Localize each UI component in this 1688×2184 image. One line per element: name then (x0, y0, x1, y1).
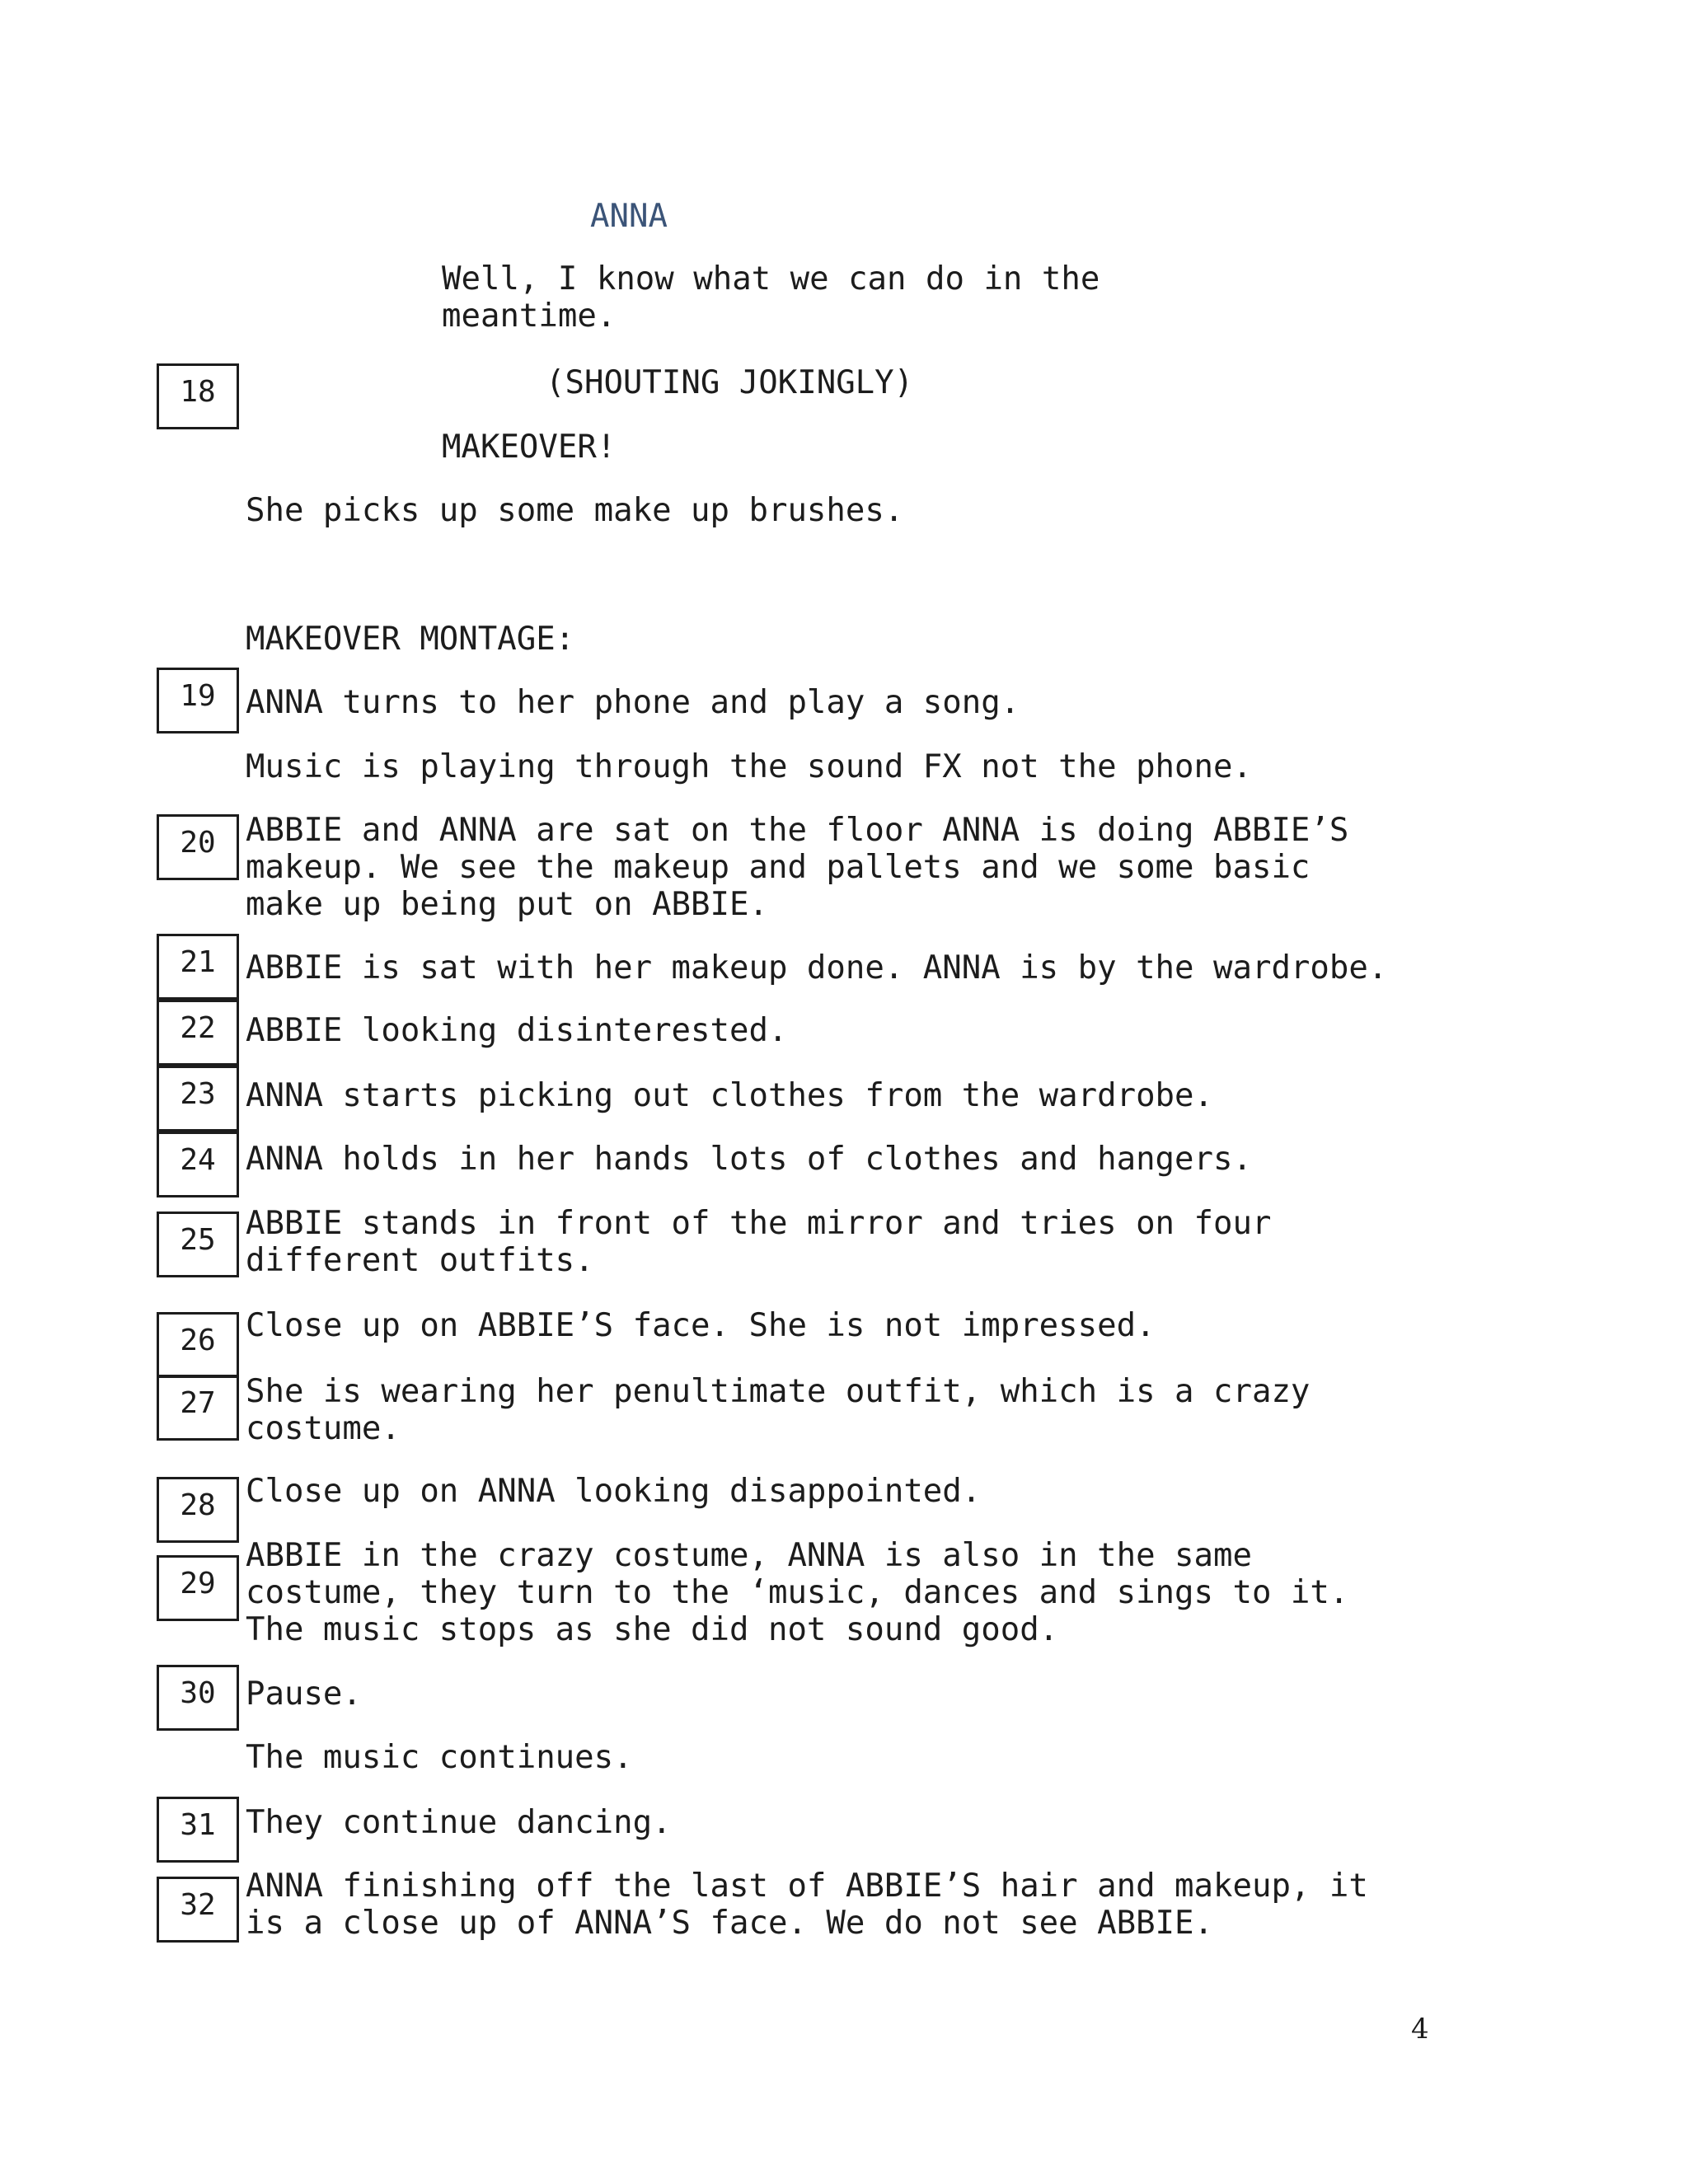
action-line: ANNA starts picking out clothes from the wardrobe. (246, 1077, 1213, 1114)
parenthetical: (SHOUTING JOKINGLY) (546, 364, 914, 401)
shot-number-box: 29 (157, 1555, 239, 1621)
shot-number-box: 32 (157, 1877, 239, 1943)
shot-number-box: 22 (157, 1000, 239, 1066)
shot-number-box: 25 (157, 1212, 239, 1277)
action-line: Close up on ANNA looking disappointed. (246, 1473, 982, 1510)
action-line: ABBIE is sat with her makeup done. ANNA is by the wardrobe. (246, 949, 1388, 987)
shot-number-box: 20 (157, 814, 239, 880)
action-line: They continue dancing. (246, 1804, 672, 1841)
action-line: She is wearing her penultimate outfit, which is a crazy costume. (246, 1373, 1311, 1447)
action-line: ANNA finishing off the last of ABBIE’S hair and makeup, it is a close up of ANNA’S face. We do not see ABBIE. (246, 1868, 1368, 1942)
action-line: ANNA turns to her phone and play a song. (246, 684, 1020, 721)
page-number: 4 (1411, 2013, 1429, 2046)
shot-number-box: 23 (157, 1066, 239, 1132)
action-line: ANNA holds in her hands lots of clothes and hangers. (246, 1141, 1252, 1178)
dialogue-line: MAKEOVER! (442, 429, 617, 466)
action-line: Pause. (246, 1675, 362, 1713)
action-line: ABBIE stands in front of the mirror and tries on four different outfits. (246, 1205, 1272, 1279)
shot-number-box: 27 (157, 1375, 239, 1441)
action-line: ABBIE in the crazy costume, ANNA is also in the same costume, they turn to the ‘music, dances and sings to it. The music stops as she did not sound good. (246, 1537, 1349, 1648)
shot-number-box: 19 (157, 668, 239, 733)
montage-heading: MAKEOVER MONTAGE: (246, 621, 575, 658)
action-line: Music is playing through the sound FX not the phone. (246, 748, 1252, 785)
action-line: The music continues. (246, 1739, 633, 1776)
character-name: ANNA (590, 198, 668, 235)
shot-number-box: 28 (157, 1477, 239, 1543)
dialogue-line: Well, I know what we can do in the meantime. (442, 260, 1100, 335)
action-line: ABBIE and ANNA are sat on the floor ANNA is doing ABBIE’S makeup. We see the makeup and pallets and we some basic make up being put on ABBIE. (246, 812, 1349, 923)
shot-number-box: 31 (157, 1797, 239, 1863)
shot-number-box: 18 (157, 363, 239, 429)
action-line: Close up on ABBIE’S face. She is not impressed. (246, 1307, 1156, 1344)
shot-number-box: 30 (157, 1665, 239, 1731)
shot-number-box: 24 (157, 1132, 239, 1197)
action-line: She picks up some make up brushes. (246, 492, 904, 529)
shot-number-box: 26 (157, 1312, 239, 1378)
action-line: ABBIE looking disinterested. (246, 1012, 788, 1049)
shot-number-box: 21 (157, 934, 239, 1000)
